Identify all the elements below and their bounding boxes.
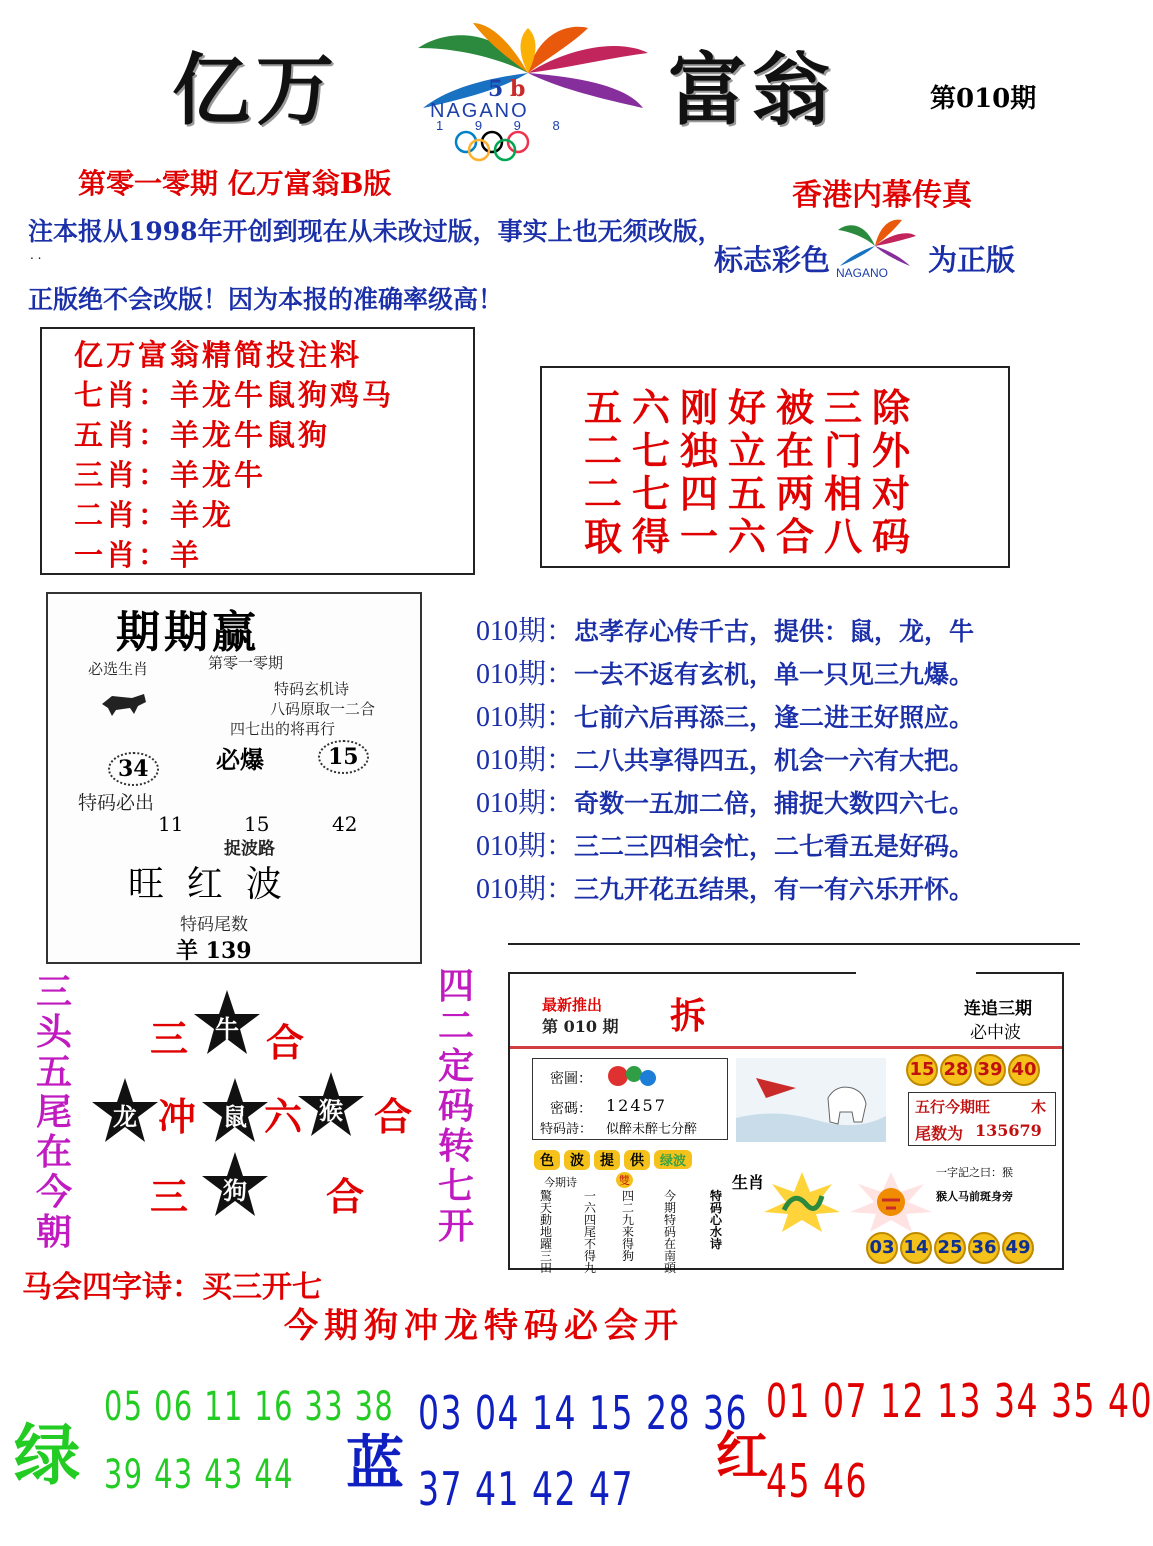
red-row-2: 45 46 [766,1454,869,1508]
vertical-char: 尾 [35,1091,72,1133]
intro-note-1: 注本报从1998年开创到现在从未改过版，事实上也无须改版， [28,217,723,246]
vertical-char: 转 [437,1125,474,1167]
star-label: 鼠 [223,1101,247,1131]
tag-chip: 供 [624,1150,650,1170]
number-ball: 39 [974,1054,1006,1086]
prediction-panel [508,972,1064,1275]
divider-line [508,943,1080,945]
wuxing-box [908,1092,1056,1146]
edition-title: 第零一零期 亿万富翁B版 [78,167,392,200]
intro-dots: . . [30,248,42,262]
green-row-1: 05 06 11 16 33 38 [104,1384,395,1430]
poem-line: 二七四五两相对 [584,471,921,516]
number-ball: 28 [940,1054,972,1086]
tail-value: 135679 [975,1121,1042,1140]
vertical-char: 二 [437,1005,474,1047]
scan-final: 羊 139 [176,938,252,964]
tag-chip: 提 [594,1150,620,1170]
horse-poem: 马会四字诗：买三开七 [22,1270,322,1305]
mi-ma-label: 密碼： [550,1101,592,1117]
tail-label: 尾数为 [915,1124,964,1143]
panel-big-char: 拆 [670,995,707,1037]
picks-line: 七肖：羊龙牛鼠狗鸡马 [74,378,395,412]
shengxiao-label: 生肖 [732,1173,765,1192]
star-row2-c: 合 [374,1094,413,1139]
vertical-poem-col: 今期特码在南頭 [664,1189,677,1275]
panel-latest: 最新推出 [542,996,603,1014]
vertical-poem-col: 四二九来得狗 [622,1189,635,1263]
scan-ball-right: 15 [318,740,369,774]
star-icon [200,1150,270,1220]
wuxing-label: 五行今期旺 [915,1098,991,1116]
picks-line: 三肖：羊龙牛 [74,458,267,492]
number-ball: 36 [968,1232,1000,1264]
memo-line-2: 猴人马前斑身旁 [936,1190,1013,1203]
logo-year: 1 9 9 8 [436,118,574,133]
star-label: 猴 [319,1095,343,1125]
number-ball: 40 [1008,1054,1040,1086]
scan-line-b: 特码玄机诗 [274,680,350,698]
star-label: 龙 [113,1101,137,1131]
poem-line: 五六刚好被三除 [584,385,921,430]
small-logo-text: NAGANO [836,266,889,280]
banner-text: 今期狗冲龙特码必会开 [284,1306,684,1346]
scan-tail-hint: 特码尾数 [180,915,248,935]
snake-image [760,1170,844,1234]
star-row3-a: 三 [150,1174,189,1219]
panel-divider [510,1046,1062,1049]
left-vertical-text [32,972,76,1252]
vertical-char: 朝 [35,1211,72,1253]
polar-bear-image [736,1058,886,1142]
number-ball: 25 [934,1232,966,1264]
vertical-char: 定 [437,1045,474,1087]
blue-label: 蓝 [346,1429,405,1497]
top-balls [906,1054,1042,1086]
scan-n1: 11 [158,812,184,836]
small-logo [830,214,920,288]
fish-icon [602,1060,666,1090]
star-row2-a: 冲 [158,1094,197,1139]
star-row1-a: 三 [150,1016,189,1061]
poem-line: 二七独立在门外 [584,428,921,473]
scan-line-d: 四七出的将再行 [230,720,336,738]
scan-title: 期期赢 [116,607,260,658]
memo-line: 一字記之曰：猴 [936,1166,1013,1179]
scan-must: 必爆 [216,745,264,774]
scan-sub: 第零一零期 [208,654,284,672]
red-label: 红 [716,1427,769,1487]
number-ball: 49 [1002,1232,1034,1264]
jinqi-label: 今期诗 [544,1176,577,1189]
scan-line-c: 八码原取一二合 [270,700,376,718]
vertical-char: 五 [35,1051,72,1093]
nagano-logo [388,18,668,158]
verse-line: 010期：一去不返有玄机，单一只见三九爆。 [476,659,975,690]
svg-text:b: b [510,76,526,102]
vertical-char: 七 [437,1165,474,1207]
logo-prefix: 标志彩色 [714,243,831,277]
panel-issue: 第 010 期 [542,1017,619,1036]
scan-ball-left: 34 [108,752,159,786]
number-ball: 03 [866,1232,898,1264]
verse-line: 010期：三九开花五结果，有一有六乐开怀。 [476,874,975,905]
star-label: 牛 [215,1013,239,1043]
vertical-char: 在 [35,1131,72,1173]
star-label: 狗 [223,1175,247,1205]
vertical-char: 码 [437,1085,474,1127]
green-label: 绿 [14,1417,80,1494]
panel-must-wave: 必中波 [970,1023,1021,1043]
vertical-char: 今 [35,1171,72,1213]
panel-chase: 连追三期 [964,999,1032,1019]
verse-list [476,610,975,911]
scan-wave-hint: 捉波路 [224,839,275,859]
star-icon [200,1076,270,1146]
tag-chip: 波 [564,1150,590,1170]
green-row-2: 39 43 43 44 [104,1452,294,1498]
right-vertical-text [434,966,478,1246]
poem-line: 取得一六合八码 [584,514,921,559]
scanned-clipping [46,592,422,964]
star-icon [192,988,262,1058]
star-icon [90,1076,160,1146]
tiger-icon [98,690,150,716]
mi-tu-label: 密圖： [550,1071,592,1087]
star-row2-b: 六 [264,1094,303,1139]
number-ball: 15 [906,1054,938,1086]
poem-box [540,366,1010,568]
scan-n3: 42 [332,812,358,836]
verse-line: 010期：七前六后再添三，逢二进王好照应。 [476,702,975,733]
picks-box [40,327,475,575]
picks-line: 二肖：羊龙 [74,498,235,532]
shuang-badge: 雙 [616,1172,633,1188]
verse-line: 010期：二八共享得四五，机会一六有大把。 [476,745,975,776]
blue-row-1: 03 04 14 15 28 36 [418,1386,748,1440]
verse-line: 010期：忠孝存心传千古，提供：鼠，龙，牛 [476,616,975,647]
issue-number: 第010期 [930,84,1037,114]
logo-suffix: 为正版 [928,243,1016,277]
bottom-balls [866,1232,1036,1264]
vertical-char: 头 [35,1011,72,1053]
picks-line: 五肖：羊龙牛鼠狗 [74,418,331,452]
wuxing-value: 木 [1031,1098,1047,1116]
vertical-char: 四 [437,965,474,1007]
red-row-1: 01 07 12 13 34 35 40 [766,1374,1153,1428]
vertical-char: 三 [35,971,72,1013]
title-left: 亿万 [172,45,341,136]
logo-text: NAGANO [430,100,529,122]
star-row1-b: 合 [266,1020,305,1065]
poem-label: 特码詩： [540,1122,593,1137]
tag-chip: 色 [534,1150,560,1170]
blue-row-2: 37 41 42 47 [418,1462,634,1516]
number-ball: 14 [900,1232,932,1264]
dragon-image [846,1170,936,1234]
panel-top-cover [856,970,976,1036]
scan-te-ma: 特码必出 [78,792,155,814]
vertical-poem-col: 一六四尾不得九 [584,1189,597,1275]
verse-line: 010期：奇数一五加二倍，捕捉大数四六七。 [476,788,975,819]
poem-value: 似醉未醉七分醉 [606,1122,698,1137]
picks-line: 一肖：羊 [74,538,203,572]
mi-ma-value: 12457 [606,1096,667,1115]
star-row3-b: 合 [326,1174,365,1219]
scan-n2: 15 [244,812,270,836]
svg-text:5: 5 [488,76,504,102]
flower-petals [418,23,648,108]
title-right: 富翁 [668,45,837,136]
verse-line: 010期：三二三四相会忙，二七看五是好码。 [476,831,975,862]
tag-row [534,1150,692,1170]
green-wave-chip: 绿波 [654,1150,692,1169]
scan-wave: 旺 红 波 [128,864,282,905]
vertical-char: 开 [437,1205,474,1247]
intro-note-2: 正版绝不会改版！因为本报的准确率级高！ [28,285,504,314]
star-icon [296,1070,366,1140]
vertical-poem-col: 特码心水诗 [710,1189,723,1251]
vertical-poem-col: 驚天動地躍三田 [540,1189,553,1275]
scan-line-a: 必选生肖 [88,660,149,678]
picks-title: 亿万富翁精简投注料 [74,338,363,372]
olympic-rings-icon [446,130,596,160]
fax-title: 香港内幕传真 [792,178,972,213]
